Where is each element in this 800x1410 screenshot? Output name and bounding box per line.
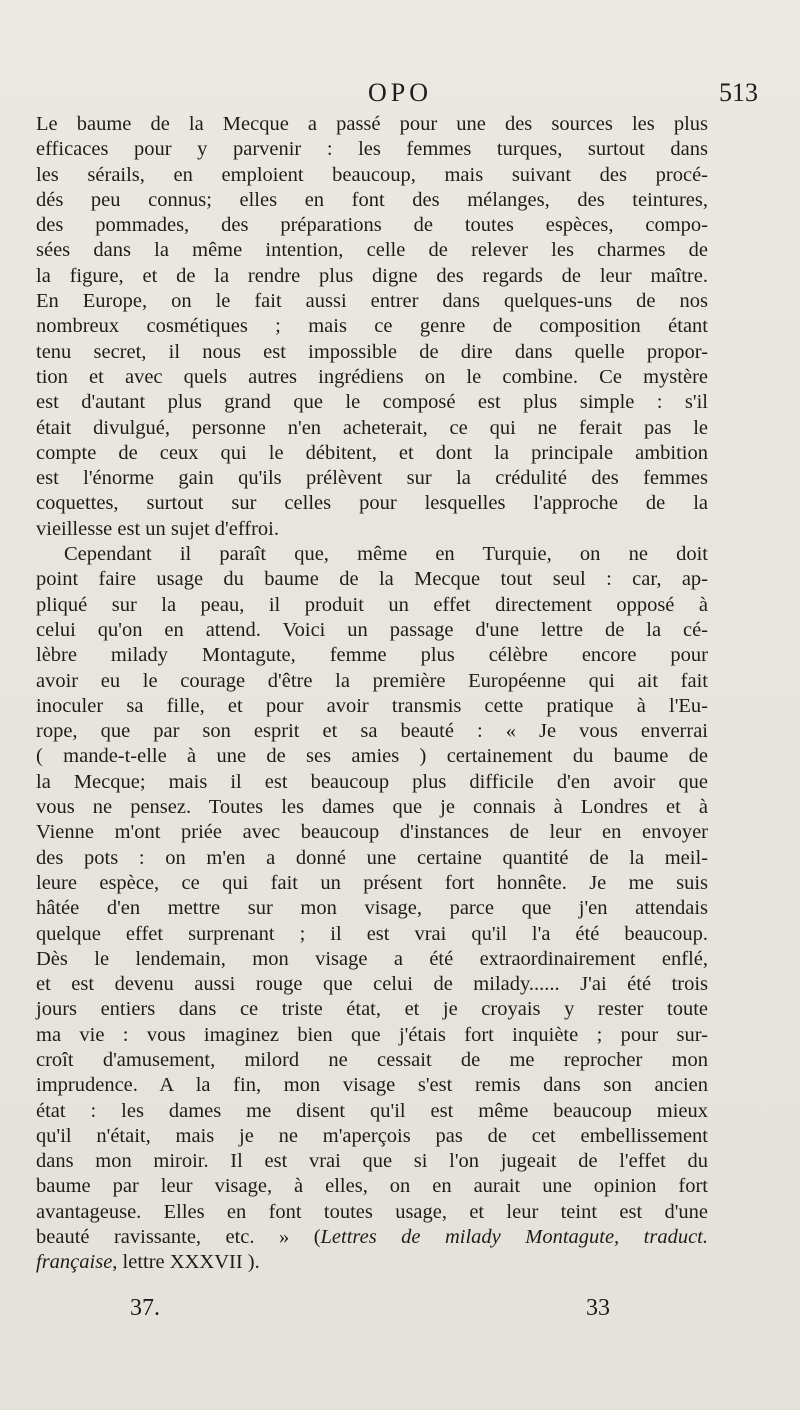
body-text	[36, 112, 708, 1276]
text-line: la figure, et de la rendre plus digne des regards de leur maître.	[36, 264, 708, 287]
gathering-signature: 33	[586, 1295, 610, 1321]
text-line: des pommades, des préparations de toutes espèces, compo-	[36, 214, 708, 237]
page-number: 513	[719, 78, 758, 107]
paragraph-2	[36, 542, 708, 1276]
text-line: rope, que par son esprit et sa beauté : « Je vous enverrai	[36, 720, 708, 743]
text-line: nombreux cosmétiques ; mais ce genre de composition étant	[36, 315, 708, 338]
text-line: sées dans la même intention, celle de relever les charmes de	[36, 239, 708, 262]
citation-title: Lettres de milady Montagute, traduct.	[320, 1226, 708, 1249]
text-line: efficaces pour y parvenir : les femmes turques, surtout dans	[36, 138, 708, 161]
text-line: compte de ceux qui le débitent, et dont la principale ambition	[36, 441, 708, 464]
text-line: est l'énorme gain qu'ils prélèvent sur la crédulité des femmes	[36, 467, 708, 490]
text-line: pliqué sur la peau, il produit un effet directement opposé à	[36, 593, 708, 616]
text-line: leure espèce, ce qui fait un présent fort honnête. Je me suis	[36, 871, 708, 894]
text-line: dans mon miroir. Il est vrai que si l'on jugeait de l'effet du	[36, 1150, 708, 1173]
text-line: point faire usage du baume de la Mecque tout seul : car, ap-	[36, 568, 708, 591]
text-line: qu'il n'était, mais je ne m'aperçois pas de cet embellissement	[36, 1124, 708, 1147]
text-line: jours entiers dans ce triste état, et je croyais y rester toute	[36, 998, 708, 1021]
text-line: les sérails, en emploient beaucoup, mais suivant des procé-	[36, 163, 708, 186]
text-line: avoir eu le courage d'être la première Européenne qui ait fait	[36, 669, 708, 692]
text-line: coquettes, surtout sur celles pour lesquelles l'approche de la	[36, 492, 708, 515]
text-line: beauté ravissante, etc. » (Lettres de milady Montagute, traduct.	[36, 1226, 708, 1249]
text-line: des pots : on m'en a donné une certaine quantité de la meil-	[36, 846, 708, 869]
page-header	[36, 78, 764, 112]
text-line: avantageuse. Elles en font toutes usage, et leur teint est d'une	[36, 1200, 708, 1223]
citation-reference: , lettre XXXVII ).	[112, 1251, 260, 1274]
text-line: vieillesse est un sujet d'effroi.	[36, 517, 279, 540]
text-line: lèbre milady Montagute, femme plus célèbre encore pour	[36, 644, 708, 667]
text-line: ma vie : vous imaginez bien que j'étais fort inquiète ; pour sur-	[36, 1023, 708, 1046]
text-line: En Europe, on le fait aussi entrer dans quelques-uns de nos	[36, 290, 708, 313]
page-footer	[130, 1295, 610, 1335]
text-line: est d'autant plus grand que le composé est plus simple : s'il	[36, 391, 708, 414]
text-line: tion et avec quels autres ingrédiens on le combine. Ce mystère	[36, 365, 708, 388]
text-line: la Mecque; mais il est beaucoup plus difficile d'en avoir que	[36, 770, 708, 793]
running-head: OPO	[367, 78, 432, 107]
text-line: était divulgué, personne n'en acheterait, ce qui ne ferait pas le	[36, 416, 708, 439]
text-line: ( mande-t-elle à une de ses amies ) certainement du baume de	[36, 745, 708, 768]
text-line: tenu secret, il nous est impossible de dire dans quelle propor-	[36, 340, 708, 363]
text-line: hâtée d'en mettre sur mon visage, parce que j'en attendais	[36, 897, 708, 920]
text-line: quelque effet surprenant ; il est vrai qu'il l'a été beaucoup.	[36, 922, 708, 945]
text-line: Vienne m'ont priée avec beaucoup d'instances de leur en envoyer	[36, 821, 708, 844]
volume-signature: 37.	[130, 1295, 160, 1321]
text-line: celui qu'on en attend. Voici un passage d'une lettre de la cé-	[36, 618, 708, 641]
text-line: imprudence. A la fin, mon visage s'est remis dans son ancien	[36, 1074, 708, 1097]
text-line: état : les dames me disent qu'il est même beaucoup mieux	[36, 1099, 708, 1122]
text-line: Dès le lendemain, mon visage a été extraordinairement enflé,	[36, 947, 708, 970]
citation-language: française	[36, 1251, 113, 1274]
paragraph-1	[36, 112, 708, 542]
text-line	[36, 1250, 708, 1275]
text-line: inoculer sa fille, et pour avoir transmis cette pratique à l'Eu-	[36, 694, 708, 717]
text-line: et est devenu aussi rouge que celui de milady...... J'ai été trois	[36, 973, 708, 996]
text-line: baume par leur visage, à elles, on en aurait une opinion fort	[36, 1175, 708, 1198]
text-line: Le baume de la Mecque a passé pour une des sources les plus	[36, 113, 708, 135]
text-line: vous ne pensez. Toutes les dames que je connais à Londres et à	[36, 796, 708, 819]
text-line: croît d'amusement, milord ne cessait de me reprocher mon	[36, 1048, 708, 1071]
text-line: Cependant il paraît que, même en Turquie, on ne doit	[64, 543, 708, 566]
text-line: dés peu connus; elles en font des mélanges, des teintures,	[36, 188, 708, 211]
